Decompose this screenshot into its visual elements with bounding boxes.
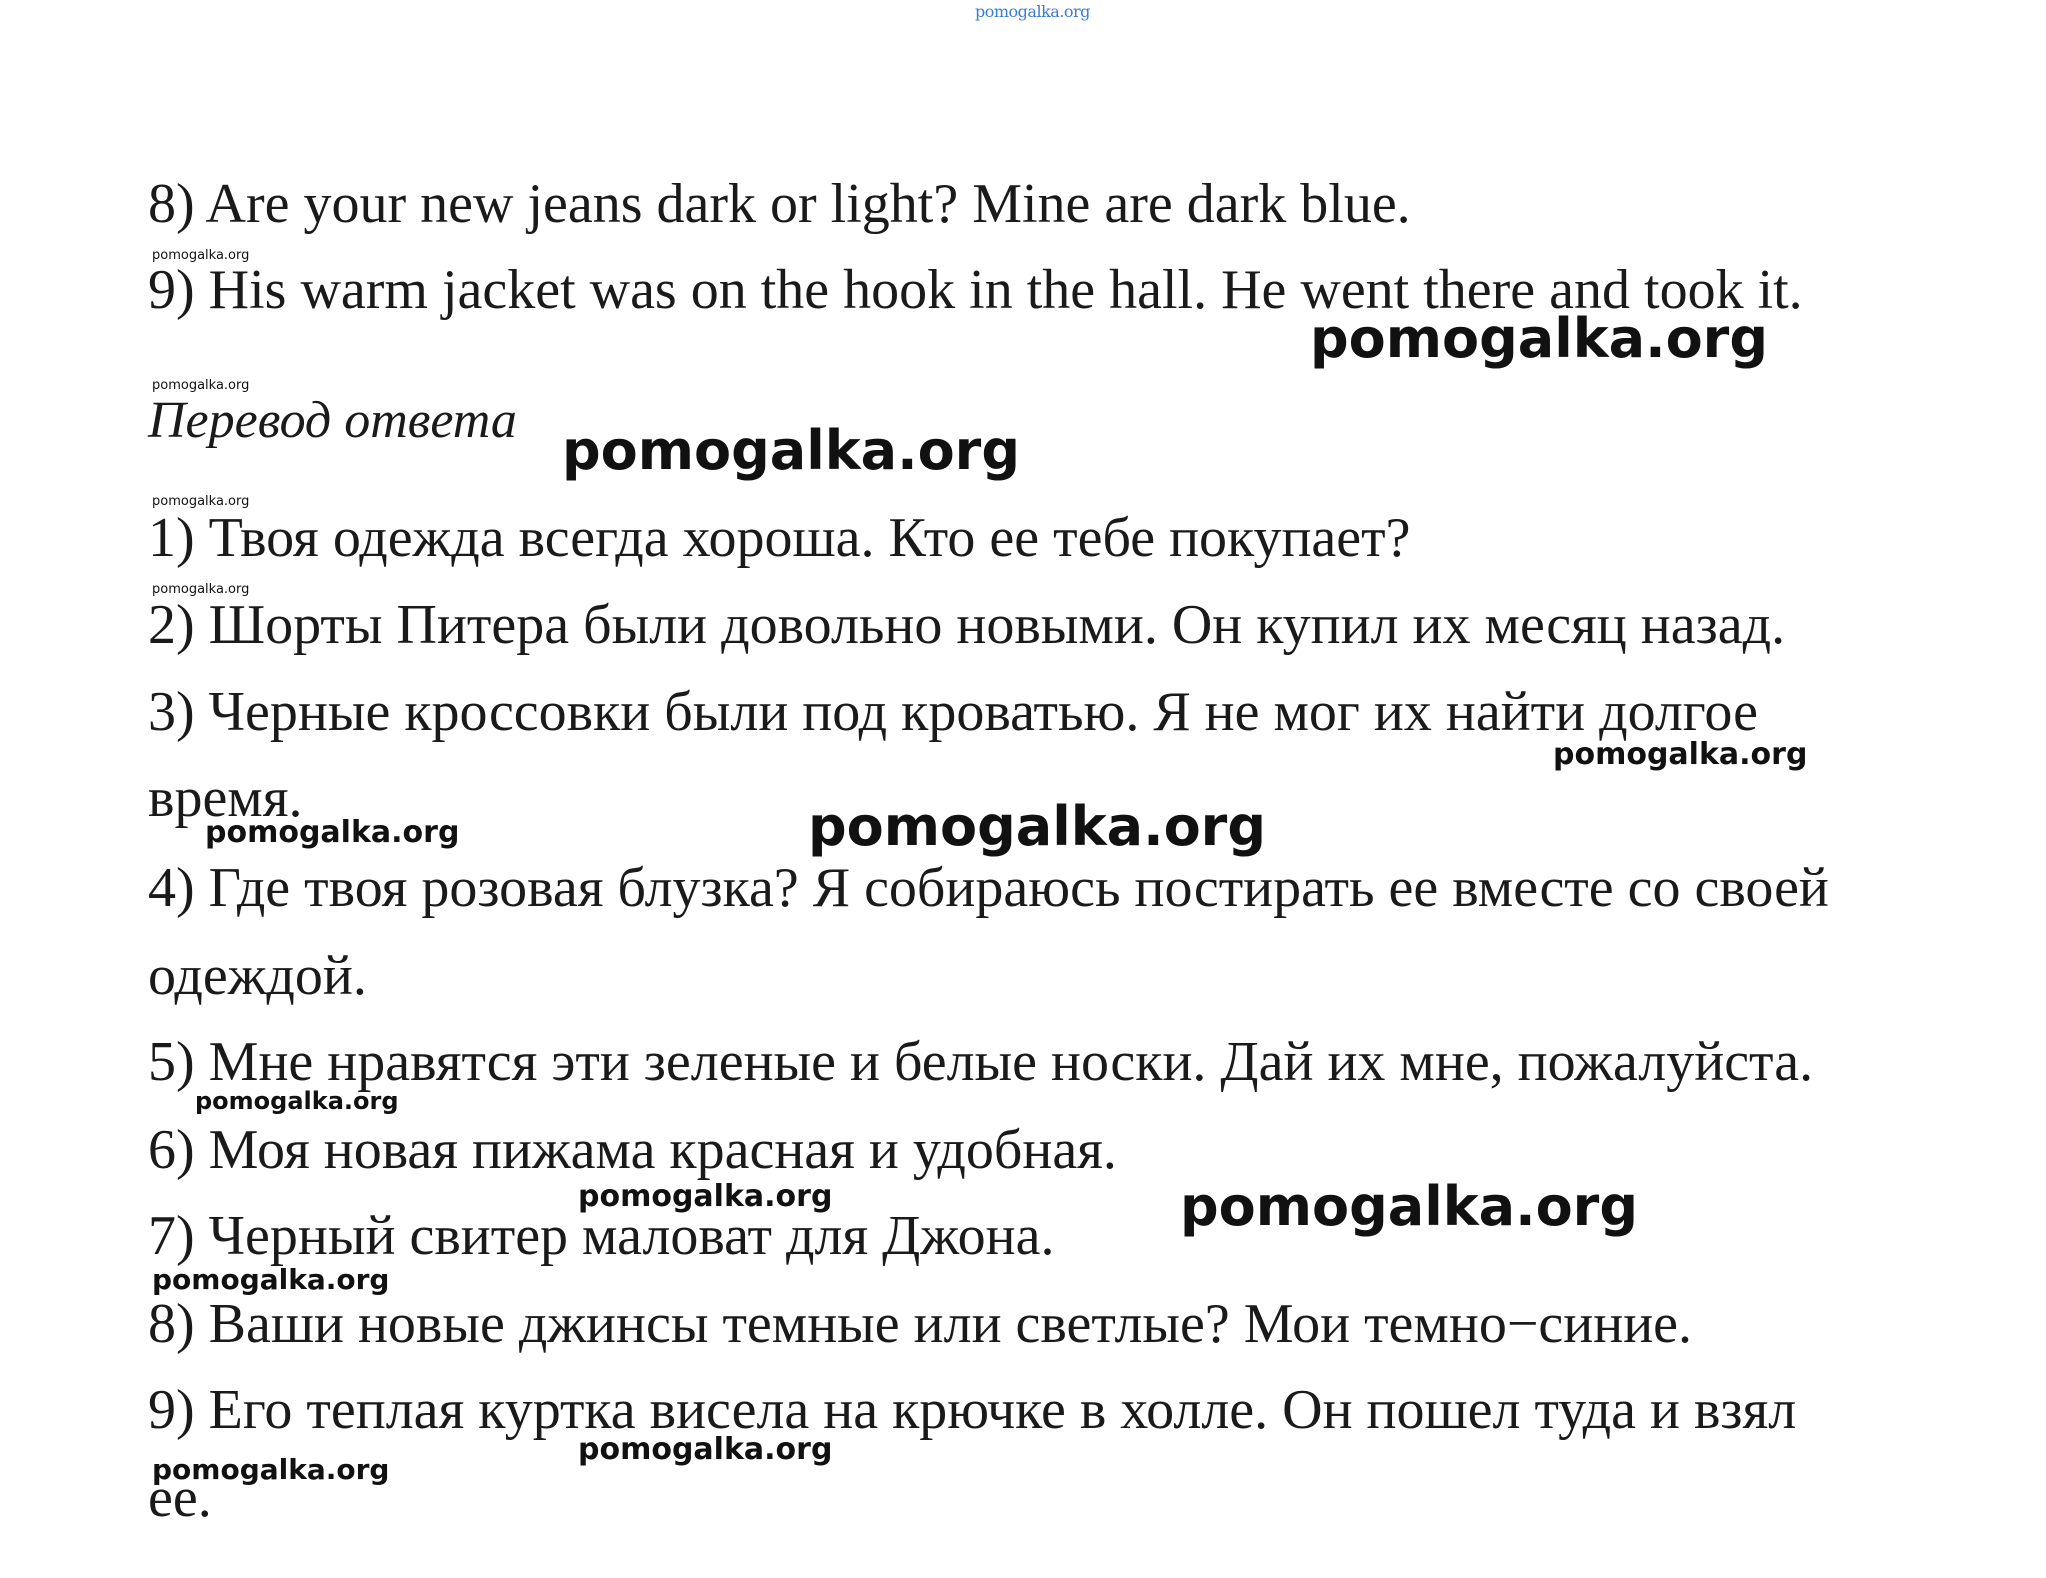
translation-line-8: 8) Ваши новые джинсы темные или светлые? Мои темно−синие. <box>148 1293 1693 1355</box>
watermark: pomogalka.org <box>152 582 250 597</box>
watermark: pomogalka.org <box>152 378 250 393</box>
watermark: pomogalka.org <box>152 1453 390 1486</box>
watermark: pomogalka.org <box>152 248 250 263</box>
translation-line-7: 7) Черный свитер маловат для Джона. <box>148 1205 1055 1267</box>
watermark: pomogalka.org <box>578 1179 833 1214</box>
answer-line-9-en: 9) His warm jacket was on the hook in the hall. He went there and took it. <box>148 259 1803 321</box>
translation-line-3: 3) Черные кроссовки были под кроватью. Я не мог их найти долгое <box>148 681 1758 743</box>
translation-line-4-cont: одеждой. <box>148 945 367 1007</box>
watermark: pomogalka.org <box>578 1432 833 1467</box>
watermark: pomogalka.org <box>1180 1175 1638 1238</box>
translation-line-9: 9) Его теплая куртка висела на крючке в холле. Он пошел туда и взял <box>148 1379 1797 1441</box>
watermark: pomogalka.org <box>195 1087 399 1115</box>
watermark: pomogalka.org <box>1553 737 1808 772</box>
translation-line-6: 6) Моя новая пижама красная и удобная. <box>148 1119 1117 1181</box>
watermark: pomogalka.org <box>205 815 460 850</box>
watermark: pomogalka.org <box>152 494 250 509</box>
answer-line-8-en: 8) Are your new jeans dark or light? Mine are dark blue. <box>148 173 1411 235</box>
translation-line-1: 1) Твоя одежда всегда хороша. Кто ее тебе покупает? <box>148 507 1411 569</box>
watermark: pomogalka.org <box>562 419 1020 482</box>
translation-heading: Перевод ответа <box>148 392 517 449</box>
watermark: pomogalka.org <box>152 1263 390 1296</box>
watermark: pomogalka.org <box>1310 307 1768 370</box>
translation-line-9-cont: ее. <box>148 1467 212 1529</box>
top-watermark: pomogalka.org <box>975 2 1090 21</box>
translation-line-3-cont: время. <box>148 767 303 829</box>
translation-line-4: 4) Где твоя розовая блузка? Я собираюсь постирать ее вместе со своей <box>148 857 1829 919</box>
translation-line-2: 2) Шорты Питера были довольно новыми. Он купил их месяц назад. <box>148 594 1786 656</box>
watermark: pomogalka.org <box>808 795 1266 858</box>
translation-line-5: 5) Мне нравятся эти зеленые и белые носки. Дай их мне, пожалуйста. <box>148 1031 1814 1093</box>
